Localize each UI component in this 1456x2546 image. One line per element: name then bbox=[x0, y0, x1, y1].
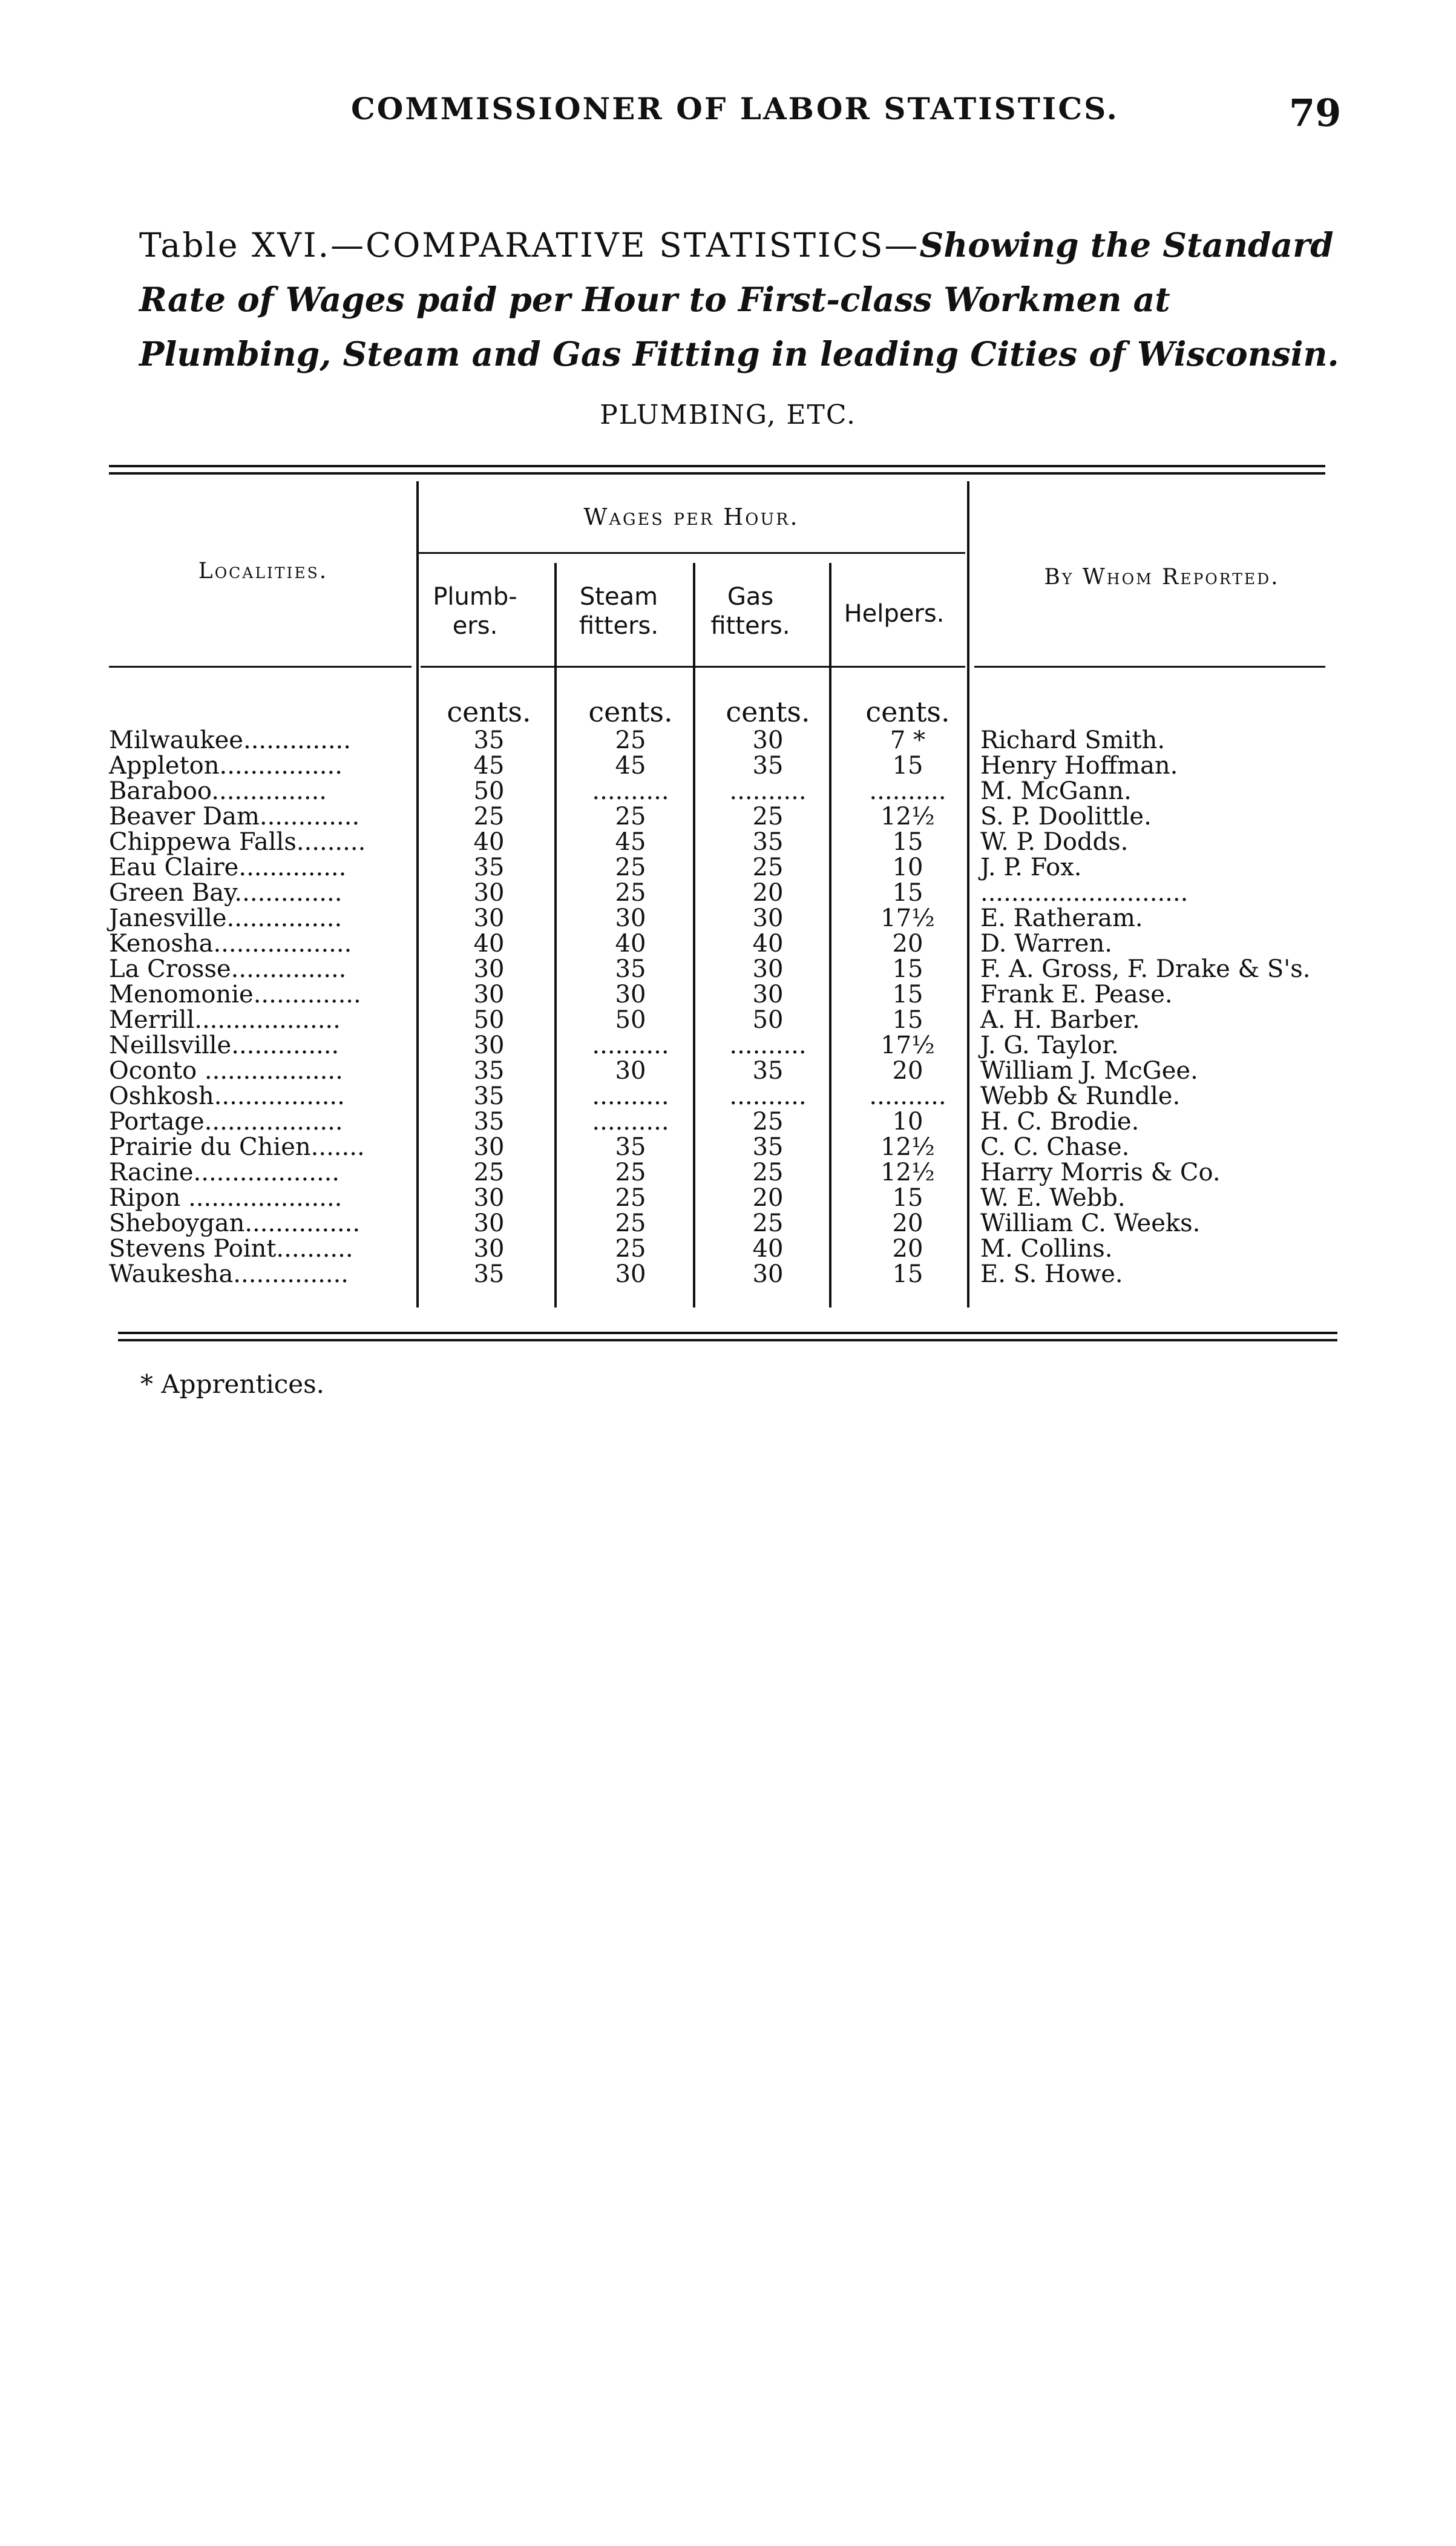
plumbers-cell: 30 bbox=[473, 1209, 505, 1237]
locality-cell: Racine................... bbox=[109, 1159, 340, 1186]
plumbers-cell: 25 bbox=[473, 803, 505, 831]
locality-cell: La Crosse............... bbox=[109, 955, 347, 983]
table-cell: cents. bbox=[447, 696, 531, 728]
table-row bbox=[109, 1007, 1356, 1033]
steam-cell: 45 bbox=[615, 828, 646, 856]
helpers-cell: 15 bbox=[892, 955, 923, 983]
reported-cell: J. G. Taylor. bbox=[980, 1031, 1119, 1059]
steam-cell: 25 bbox=[615, 1209, 646, 1237]
reported-cell: Harry Morris & Co. bbox=[980, 1159, 1221, 1186]
gas-cell: 35 bbox=[752, 828, 784, 856]
table-row bbox=[109, 880, 1356, 906]
reported-cell: William C. Weeks. bbox=[980, 1209, 1201, 1237]
table-row bbox=[109, 753, 1356, 778]
helpers-cell: 15 bbox=[892, 828, 923, 856]
locality-cell: Janesville............... bbox=[109, 904, 343, 932]
plumbers-column-header: Plumb-ers. bbox=[433, 583, 517, 640]
locality-cell: Oconto .................. bbox=[109, 1057, 343, 1085]
steam-cell: 25 bbox=[615, 1159, 646, 1186]
reported-cell: S. P. Doolittle. bbox=[980, 803, 1152, 831]
gas-cell: 25 bbox=[752, 854, 784, 881]
wages-table bbox=[109, 696, 1356, 1287]
helpers-cell: 20 bbox=[892, 930, 923, 958]
table-row bbox=[109, 804, 1356, 829]
footnote: * Apprentices. bbox=[140, 1369, 325, 1399]
steam-cell: .......... bbox=[592, 777, 669, 805]
locality-cell: Stevens Point.......... bbox=[109, 1235, 353, 1263]
plumbers-cell: 35 bbox=[473, 726, 505, 754]
locality-cell: Baraboo............... bbox=[109, 777, 327, 805]
plumbers-cell: 30 bbox=[473, 1184, 505, 1212]
reported-cell: F. A. Gross, F. Drake & S's. bbox=[980, 955, 1311, 983]
reported-cell: W. P. Dodds. bbox=[980, 828, 1129, 856]
table-cell: cents. bbox=[588, 696, 673, 728]
helpers-cell: 10 bbox=[892, 1108, 923, 1136]
steam-cell: 40 bbox=[615, 930, 646, 958]
steam-cell: .......... bbox=[592, 1108, 669, 1136]
reported-cell: H. C. Brodie. bbox=[980, 1108, 1140, 1136]
page-number: 79 bbox=[1289, 91, 1342, 135]
helpers-cell: 20 bbox=[892, 1209, 923, 1237]
gas-cell: .......... bbox=[729, 1082, 807, 1110]
locality-cell: Portage.................. bbox=[109, 1108, 343, 1136]
reported-cell: Henry Hoffman. bbox=[980, 752, 1178, 780]
table-row bbox=[109, 778, 1356, 804]
reported-cell: J. P. Fox. bbox=[980, 854, 1082, 881]
locality-cell: Milwaukee.............. bbox=[109, 726, 351, 754]
plumbers-cell: 35 bbox=[473, 1057, 505, 1085]
table-row bbox=[109, 728, 1356, 753]
bottom-rule-second bbox=[118, 1339, 1337, 1341]
gas-cell: 30 bbox=[752, 955, 784, 983]
table-description: Showing the Standard Rate of Wages paid per Hour to First-class Workmen at Plumbing, Steam and Gas Fitting in leading Cities of Wisconsin. bbox=[139, 225, 1339, 373]
gas-cell: 20 bbox=[752, 1184, 784, 1212]
steam-cell: 25 bbox=[615, 803, 646, 831]
table-row bbox=[109, 1236, 1356, 1261]
reported-cell: Frank E. Pease. bbox=[980, 981, 1173, 1008]
reported-cell: D. Warren. bbox=[980, 930, 1112, 958]
wages-per-hour-header: Wages per Hour. bbox=[583, 504, 799, 530]
bottom-rule bbox=[118, 1332, 1337, 1334]
helpers-cell: 15 bbox=[892, 1006, 923, 1034]
helpers-cell: 15 bbox=[892, 1184, 923, 1212]
locality-cell: Kenosha.................. bbox=[109, 930, 352, 958]
reported-cell: Webb & Rundle. bbox=[980, 1082, 1181, 1110]
gas-cell: .......... bbox=[729, 1031, 807, 1059]
locality-cell: Green Bay.............. bbox=[109, 879, 343, 907]
helpers-cell: .......... bbox=[869, 777, 946, 805]
table-row bbox=[109, 1134, 1356, 1160]
reported-cell: ........................... bbox=[980, 879, 1189, 907]
plumbers-cell: 35 bbox=[473, 1082, 505, 1110]
gas-fitters-column-header: Gas fitters. bbox=[710, 583, 790, 640]
plumbers-cell: 35 bbox=[473, 1260, 505, 1288]
helpers-cell: 15 bbox=[892, 981, 923, 1008]
table-row bbox=[109, 1160, 1356, 1185]
table-label: Table XVI.—COMPARATIVE STATISTICS— bbox=[139, 226, 920, 265]
table-cell bbox=[980, 696, 1356, 728]
plumbers-cell: 30 bbox=[473, 981, 505, 1008]
steam-cell: .......... bbox=[592, 1082, 669, 1110]
steam-cell: 25 bbox=[615, 726, 646, 754]
reported-cell: E. S. Howe. bbox=[980, 1260, 1123, 1288]
table-row bbox=[109, 1084, 1356, 1109]
steam-cell: 30 bbox=[615, 1260, 646, 1288]
steam-cell: 35 bbox=[615, 955, 646, 983]
steam-cell: 30 bbox=[615, 904, 646, 932]
table-cell: cents. bbox=[726, 696, 810, 728]
top-rule bbox=[109, 465, 1325, 467]
plumbers-cell: 50 bbox=[473, 777, 505, 805]
helpers-cell: 15 bbox=[892, 879, 923, 907]
table-row bbox=[109, 1058, 1356, 1084]
table-row bbox=[109, 906, 1356, 931]
reported-cell: William J. McGee. bbox=[980, 1057, 1198, 1085]
plumbers-cell: 50 bbox=[473, 1006, 505, 1034]
table-row bbox=[109, 1211, 1356, 1236]
plumbers-cell: 30 bbox=[473, 955, 505, 983]
helpers-cell: 20 bbox=[892, 1057, 923, 1085]
locality-cell: Oshkosh................. bbox=[109, 1082, 345, 1110]
table-row bbox=[109, 1261, 1356, 1287]
gas-cell: 30 bbox=[752, 1260, 784, 1288]
table-caption bbox=[139, 218, 1356, 381]
wages-subheader-rule bbox=[418, 552, 965, 554]
helpers-cell: 15 bbox=[892, 752, 923, 780]
gas-cell: 40 bbox=[752, 930, 784, 958]
gas-cell: 20 bbox=[752, 879, 784, 907]
localities-header: Localities. bbox=[198, 559, 329, 584]
section-subheading: PLUMBING, ETC. bbox=[600, 400, 856, 430]
plumbers-cell: 40 bbox=[473, 930, 505, 958]
helpers-cell: 15 bbox=[892, 1260, 923, 1288]
gas-cell: 25 bbox=[752, 803, 784, 831]
steam-cell: 45 bbox=[615, 752, 646, 780]
table-cell: cents. bbox=[865, 696, 950, 728]
helpers-cell: 12½ bbox=[880, 1133, 935, 1161]
helpers-cell: 12½ bbox=[880, 803, 935, 831]
locality-cell: Merrill................... bbox=[109, 1006, 341, 1034]
gas-cell: 40 bbox=[752, 1235, 784, 1263]
reported-cell: Richard Smith. bbox=[980, 726, 1166, 754]
helpers-cell: 20 bbox=[892, 1235, 923, 1263]
helpers-cell: 17½ bbox=[880, 904, 935, 932]
table-row bbox=[109, 855, 1356, 880]
gas-cell: 30 bbox=[752, 981, 784, 1008]
reported-cell: C. C. Chase. bbox=[980, 1133, 1130, 1161]
helpers-cell: 10 bbox=[892, 854, 923, 881]
helpers-cell: 17½ bbox=[880, 1031, 935, 1059]
steam-fitters-column-header: Steam fitters. bbox=[579, 583, 659, 640]
header-separator-rule bbox=[109, 666, 412, 668]
plumbers-cell: 25 bbox=[473, 1159, 505, 1186]
gas-cell: 25 bbox=[752, 1108, 784, 1136]
units-row bbox=[109, 696, 1356, 728]
plumbers-cell: 35 bbox=[473, 1108, 505, 1136]
helpers-cell: 12½ bbox=[880, 1159, 935, 1186]
reported-cell: M. McGann. bbox=[980, 777, 1132, 805]
reported-cell: M. Collins. bbox=[980, 1235, 1113, 1263]
table-row bbox=[109, 1033, 1356, 1058]
steam-cell: 35 bbox=[615, 1133, 646, 1161]
table-row bbox=[109, 982, 1356, 1007]
locality-cell: Prairie du Chien....... bbox=[109, 1133, 365, 1161]
steam-cell: 25 bbox=[615, 1235, 646, 1263]
steam-cell: .......... bbox=[592, 1031, 669, 1059]
steam-cell: 30 bbox=[615, 981, 646, 1008]
gas-cell: 30 bbox=[752, 904, 784, 932]
gas-cell: 35 bbox=[752, 1133, 784, 1161]
table-row bbox=[109, 956, 1356, 982]
reported-header: By Whom Reported. bbox=[1044, 565, 1280, 590]
gas-cell: 25 bbox=[752, 1209, 784, 1237]
locality-cell: Neillsville.............. bbox=[109, 1031, 339, 1059]
locality-cell: Waukesha............... bbox=[109, 1260, 349, 1288]
locality-cell: Appleton................ bbox=[109, 752, 343, 780]
locality-cell: Beaver Dam............. bbox=[109, 803, 360, 831]
gas-cell: 25 bbox=[752, 1159, 784, 1186]
helpers-cell: .......... bbox=[869, 1082, 946, 1110]
reported-cell: W. E. Webb. bbox=[980, 1184, 1126, 1212]
locality-cell: Menomonie.............. bbox=[109, 981, 361, 1008]
helpers-cell: 7 * bbox=[890, 726, 926, 754]
gas-cell: 30 bbox=[752, 726, 784, 754]
plumbers-cell: 45 bbox=[473, 752, 505, 780]
locality-cell: Ripon .................... bbox=[109, 1184, 343, 1212]
header-separator-rule bbox=[974, 666, 1325, 668]
reported-cell: A. H. Barber. bbox=[980, 1006, 1140, 1034]
reported-cell: E. Ratheram. bbox=[980, 904, 1143, 932]
steam-cell: 50 bbox=[615, 1006, 646, 1034]
plumbers-cell: 35 bbox=[473, 854, 505, 881]
gas-cell: 50 bbox=[752, 1006, 784, 1034]
steam-cell: 25 bbox=[615, 1184, 646, 1212]
steam-cell: 25 bbox=[615, 879, 646, 907]
table-cell bbox=[109, 696, 418, 728]
plumbers-cell: 40 bbox=[473, 828, 505, 856]
plumbers-cell: 30 bbox=[473, 904, 505, 932]
table-row bbox=[109, 931, 1356, 956]
steam-cell: 25 bbox=[615, 854, 646, 881]
gas-cell: .......... bbox=[729, 777, 807, 805]
locality-cell: Sheboygan............... bbox=[109, 1209, 361, 1237]
plumbers-cell: 30 bbox=[473, 1133, 505, 1161]
plumbers-cell: 30 bbox=[473, 879, 505, 907]
plumbers-cell: 30 bbox=[473, 1235, 505, 1263]
table-row bbox=[109, 1185, 1356, 1211]
locality-cell: Eau Claire.............. bbox=[109, 854, 347, 881]
gas-cell: 35 bbox=[752, 752, 784, 780]
table-row bbox=[109, 829, 1356, 855]
helpers-column-header: Helpers. bbox=[844, 600, 945, 628]
gas-cell: 35 bbox=[752, 1057, 784, 1085]
plumbers-cell: 30 bbox=[473, 1031, 505, 1059]
locality-cell: Chippewa Falls......... bbox=[109, 828, 366, 856]
running-head: COMMISSIONER OF LABOR STATISTICS. bbox=[351, 91, 1119, 127]
steam-cell: 30 bbox=[615, 1057, 646, 1085]
table-row bbox=[109, 1109, 1356, 1134]
top-rule-second bbox=[109, 472, 1325, 475]
